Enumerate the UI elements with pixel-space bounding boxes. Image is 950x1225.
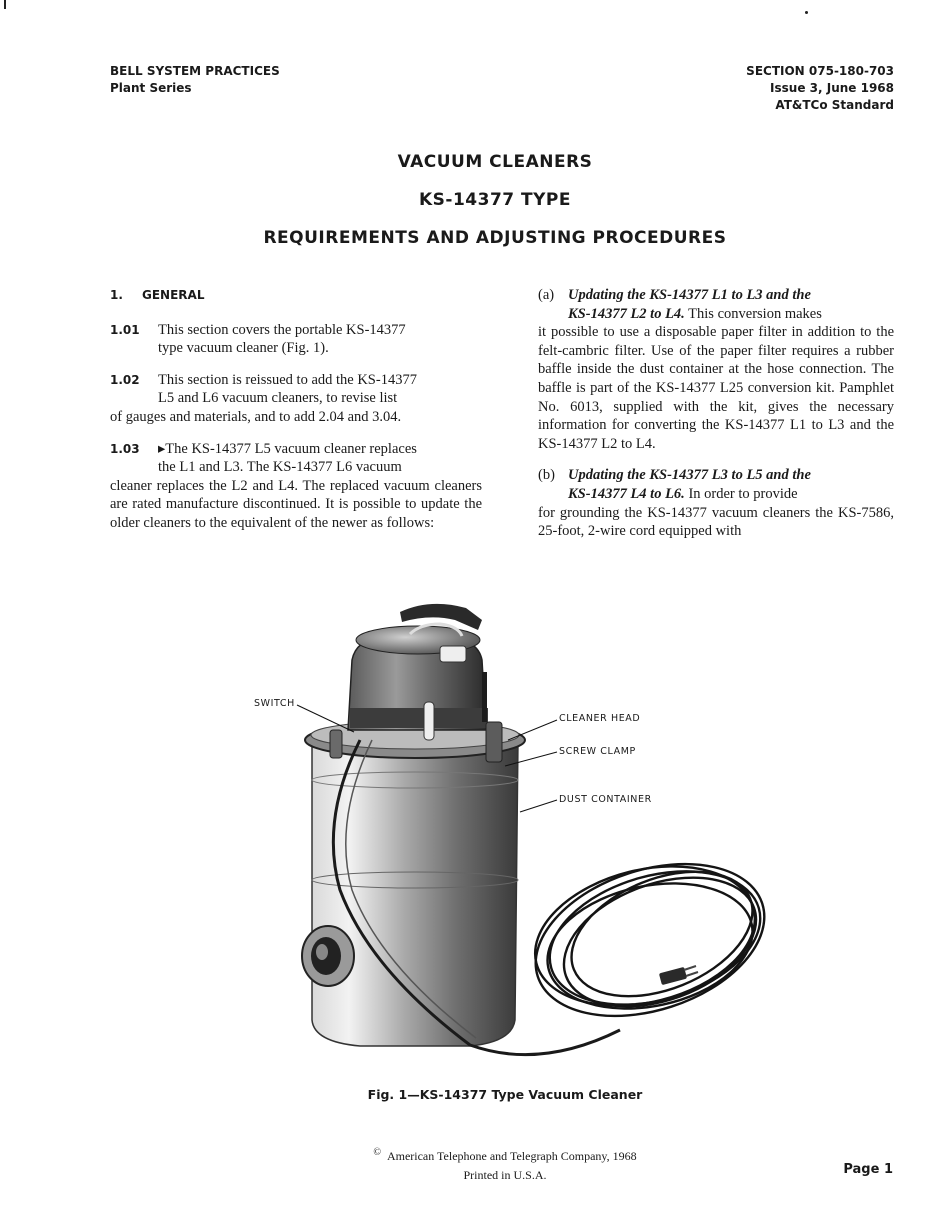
section-heading [110,286,482,305]
item-a [538,286,894,453]
paragraph-first-line: This section is reissued to add the KS-14377 [158,371,417,388]
paragraph-continuation: type vacuum cleaner (Fig. 1). [158,340,329,357]
cord-plug [659,966,698,985]
copyright-text: American Telephone and Telegraph Company, 1968 [386,1149,637,1163]
title-line-3: REQUIREMENTS AND ADJUSTING PROCEDURES [263,228,727,248]
section-number: SECTION 075-180-703 [746,64,894,78]
item-label: (a) [538,287,555,303]
item-text-after-title: This conversion makes [684,305,822,322]
item-text-after-title: In order to provide [684,485,798,502]
paragraph-1-03 [110,440,482,533]
hose-inlet [302,926,354,986]
coiled-cord [516,837,784,1043]
publication-title: BELL SYSTEM PRACTICES [110,64,280,78]
paragraph-number: 1.03 [110,441,140,456]
paragraph-first-line: ▸The KS-14377 L5 vacuum cleaner replaces [158,440,417,457]
figure-vacuum-cleaner [0,590,950,1070]
item-body: for grounding the KS-14377 vacuum cleaners the KS-7586, 25-foot, 2-wire cord equipped with [538,504,894,540]
printed-in: Printed in U.S.A. [463,1168,547,1182]
item-title-line-1: Updating the KS-14377 L3 to L5 and the [568,467,811,484]
callout-dust-container: DUST CONTAINER [559,794,652,805]
right-column [538,286,894,554]
paragraph-indented-line: the L1 and L3. The KS-14377 L6 vacuum [158,459,402,476]
paragraph-continuation: cleaner replaces the L2 and L4. The replaced vacuum cleaners are rated manufacture discontinued. It is possible to update the older cleaners to the equivalent of the newer as follows: [110,477,482,531]
series-name: Plant Series [110,81,192,95]
callout-switch: SWITCH [254,698,295,709]
left-column [110,286,482,546]
item-title-line-2: KS-14377 L4 to L6. [568,485,685,502]
item-body: it possible to use a disposable paper filter in addition to the felt-cambric filter. Use of the paper filter requires a rubber baffle inside the dust container at the hose connection. The baffle is part of the KS-14377 L25 conversion kit. Pamphlet No. 6013, supplied with the kit, gives the necessary information for converting the KS-14377 L1 to L3 and the KS-14377 L2 to L4. [538,324,894,452]
title-line-1: VACUUM CLEANERS [397,152,593,172]
item-title-line-2: KS-14377 L2 to L4. [568,305,685,322]
standard-label: AT&TCo Standard [775,98,894,112]
paragraph-number: 1.01 [110,322,140,337]
header-left [110,63,280,97]
issue-date: Issue 3, June 1968 [770,81,894,95]
scan-mark-top-right [805,11,808,14]
section-heading-text: GENERAL [142,288,205,302]
vacuum-cleaner-illustration [0,590,950,1070]
scan-mark-top-left [4,0,6,9]
paragraph-number: 1.02 [110,372,140,387]
title-line-2: KS-14377 TYPE [418,190,571,210]
callout-cleaner-head: CLEANER HEAD [559,713,641,724]
page-number: Page 1 [843,1162,893,1177]
header-right [746,63,894,114]
paragraph-first-line: This section covers the portable KS-14377 [158,321,406,338]
item-title-line-1: Updating the KS-14377 L1 to L3 and the [568,287,811,303]
copyright-symbol: © [373,1147,381,1158]
paragraph-indented-line: L5 and L6 vacuum cleaners, to revise list [158,390,398,407]
item-label: (b) [538,467,555,484]
callout-screw-clamp: SCREW CLAMP [559,746,636,757]
paragraph-1-01 [110,321,482,358]
paragraph-1-02 [110,371,482,427]
figure-caption: Fig. 1—KS-14377 Type Vacuum Cleaner [367,1087,643,1102]
paragraph-continuation: of gauges and materials, and to add 2.04 and 3.04. [110,408,402,425]
item-b [538,466,894,540]
footer [0,1143,950,1185]
section-heading-number: 1. [110,288,123,302]
